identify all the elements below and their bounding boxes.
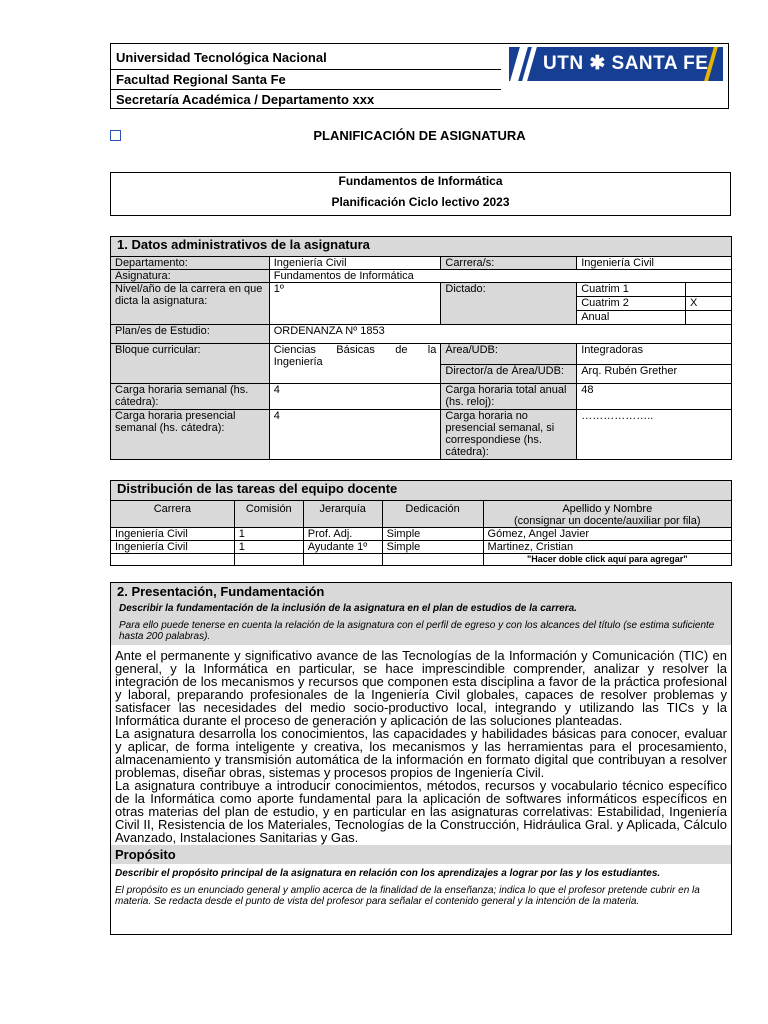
divider [111, 69, 501, 70]
carrera-label: Carrera/s: [441, 257, 577, 270]
cuatrim2-mark[interactable]: X [686, 297, 732, 311]
carga-no-presencial-label: Carga horaria no presencial semanal, si correspondiese (hs. cátedra): [441, 410, 577, 460]
cuatrim2-label: Cuatrim 2 [577, 297, 686, 311]
col-apellido-title: Apellido y Nombre [562, 503, 653, 515]
asignatura-value[interactable]: Fundamentos de Informática [269, 270, 731, 283]
proposito-instructions [111, 864, 731, 907]
plan-label: Plan/es de Estudio: [111, 325, 270, 344]
table-row[interactable] [111, 528, 732, 541]
paragraph-3: La asignatura contribuye a introducir conocimientos, métodos, recursos y vocabulario técnico específico de la Informática como aporte fundamental para la aplicación de softwares informáticos específicos en otras materias del plan de estudio, y en particular en las asignaturas correlativas: Estabilidad, Ingeniería Civil II, Resistencia de los Materiales, Tecnologías de la Construcción, Hidráulica Gral. y Aplicada, Cálculo Avanzado, Instalaciones Sanitarias y Gas. [115, 778, 727, 845]
department-name: Secretaría Académica / Departamento xxx [116, 92, 375, 107]
row-jerarquia[interactable]: Prof. Adj. [303, 528, 382, 541]
university-name: Universidad Tecnológica Nacional [116, 50, 327, 65]
carga-presencial-label: Carga horaria presencial semanal (hs. cátedra): [111, 410, 270, 460]
admin-heading: 1. Datos administrativos de la asignatura [111, 237, 732, 257]
director-value[interactable]: Arq. Rubén Grether [577, 365, 732, 384]
page-title: PLANIFICACIÓN DE ASIGNATURA [313, 128, 526, 143]
presentation-instr-bold: Describir la fundamentación de la inclusión de la asignatura en el plan de estudios de la carrera. [119, 603, 577, 614]
col-apellido [483, 501, 731, 528]
bloque-label: Bloque curricular: [111, 344, 270, 384]
add-row[interactable] [111, 554, 732, 566]
carrera-value[interactable]: Ingeniería Civil [577, 257, 732, 270]
director-label: Director/a de Área/UDB: [441, 365, 577, 384]
col-comision: Comisión [234, 501, 303, 528]
departamento-label: Departamento: [111, 257, 270, 270]
empty-cell[interactable] [234, 554, 303, 566]
paragraph-2: La asignatura desarrolla los conocimientos, las capacidades y habilidades básicas para conocer, evaluar y aplicar, de forma inteligente y creativa, los mecanismos y las herramientas para el procesamiento, almacenamiento y transmisión automática de la información en formato digital que contribuyan a resolver problemas, diseñar obras, sistemas y procesos propios de Ingeniería Civil. [115, 726, 727, 780]
row-jerarquia[interactable]: Ayudante 1º [303, 541, 382, 554]
logo-text: UTN ✱ SANTA FE [543, 53, 709, 74]
carga-semanal-value[interactable]: 4 [269, 384, 441, 410]
col-carrera: Carrera [111, 501, 235, 528]
presentation-body[interactable] [111, 645, 731, 844]
carga-total-label: Carga horaria total anual (hs. reloj): [441, 384, 577, 410]
row-dedicacion[interactable]: Simple [382, 528, 483, 541]
area-label: Área/UDB: [441, 344, 577, 365]
subject-name: Fundamentos de Informática [338, 174, 503, 188]
proposito-heading: Propósito [111, 845, 731, 864]
row-dedicacion[interactable]: Simple [382, 541, 483, 554]
cuatrim1-mark[interactable] [686, 283, 732, 297]
admin-table [110, 236, 732, 460]
utn-logo [509, 47, 723, 81]
divider [111, 89, 501, 90]
team-heading: Distribución de las tareas del equipo docente [111, 481, 732, 501]
row-carrera[interactable]: Ingeniería Civil [111, 528, 235, 541]
asignatura-label: Asignatura: [111, 270, 270, 283]
header-box [110, 43, 729, 109]
proposito-instr-note: El propósito es un enunciado general y amplio acerca de la finalidad de la enseñanza; indica lo que el profesor pretende cubrir en la materia. Se redacta desde el punto de vista del profesor para señalar el contenido general y la intención de la materia. [115, 885, 700, 907]
subject-box [110, 172, 731, 216]
nivel-value[interactable]: 1º [269, 283, 441, 325]
row-nombre[interactable]: Gómez, Angel Javier [483, 528, 731, 541]
col-apellido-note: (consignar un docente/auxiliar por fila) [514, 515, 701, 527]
add-row-hint[interactable]: "Hacer doble click aquí para agregar" [483, 554, 731, 566]
row-nombre[interactable]: Martinez, Cristian [483, 541, 731, 554]
anual-mark[interactable] [686, 311, 732, 325]
carga-no-presencial-value[interactable]: ……………….. [577, 410, 732, 460]
cuatrim1-label: Cuatrim 1 [577, 283, 686, 297]
table-row[interactable] [111, 541, 732, 554]
col-jerarquia: Jerarquía [303, 501, 382, 528]
carga-total-value[interactable]: 48 [577, 384, 732, 410]
row-comision[interactable]: 1 [234, 541, 303, 554]
presentation-instr-note: Para ello puede tenerse en cuenta la relación de la asignatura con el perfil de egreso y con los alcances del título (se estima suficiente hasta 200 palabras). [119, 620, 715, 642]
presentation-instructions [111, 600, 731, 645]
area-value[interactable]: Integradoras [577, 344, 732, 365]
plan-value[interactable]: ORDENANZA Nº 1853 [269, 325, 731, 344]
proposito-instr-bold: Describir el propósito principal de la asignatura en relación con los aprendizajes a lograr por las y los estudiantes. [115, 868, 661, 879]
bloque-value[interactable]: Ciencias Básicas de la Ingeniería [269, 344, 441, 384]
nivel-label: Nivel/año de la carrera en que dicta la asignatura: [111, 283, 270, 325]
faculty-name: Facultad Regional Santa Fe [116, 72, 286, 87]
carga-semanal-label: Carga horaria semanal (hs. cátedra): [111, 384, 270, 410]
row-carrera[interactable]: Ingeniería Civil [111, 541, 235, 554]
presentation-section [110, 582, 732, 935]
dictado-label: Dictado: [441, 283, 577, 325]
col-dedicacion: Dedicación [382, 501, 483, 528]
empty-cell[interactable] [382, 554, 483, 566]
empty-cell[interactable] [303, 554, 382, 566]
paragraph-1: Ante el permanente y significativo avance de las Tecnologías de la Información y Comunicación (TIC) en general, y la Informática en particular, se hace imprescindible comprender, analizar y resolver la integración de los mecanismos y recursos que componen esta disciplina a favor de la práctica profesional y laboral, preparando profesionales de la Ingeniería Civil globales, capaces de resolver problemas y satisfacer las necesidades del medio socio-productivo local, integrando y utilizando las TICs y la Informática durante el proceso de generación y aplicación de las soluciones planteadas. [115, 648, 727, 728]
departamento-value[interactable]: Ingeniería Civil [269, 257, 441, 270]
team-table [110, 480, 732, 566]
carga-presencial-value[interactable]: 4 [269, 410, 441, 460]
empty-cell[interactable] [111, 554, 235, 566]
subject-cycle: Planificación Ciclo lectivo 2023 [331, 195, 510, 209]
row-comision[interactable]: 1 [234, 528, 303, 541]
presentation-heading: 2. Presentación, Fundamentación [111, 583, 731, 600]
anual-label: Anual [577, 311, 686, 325]
